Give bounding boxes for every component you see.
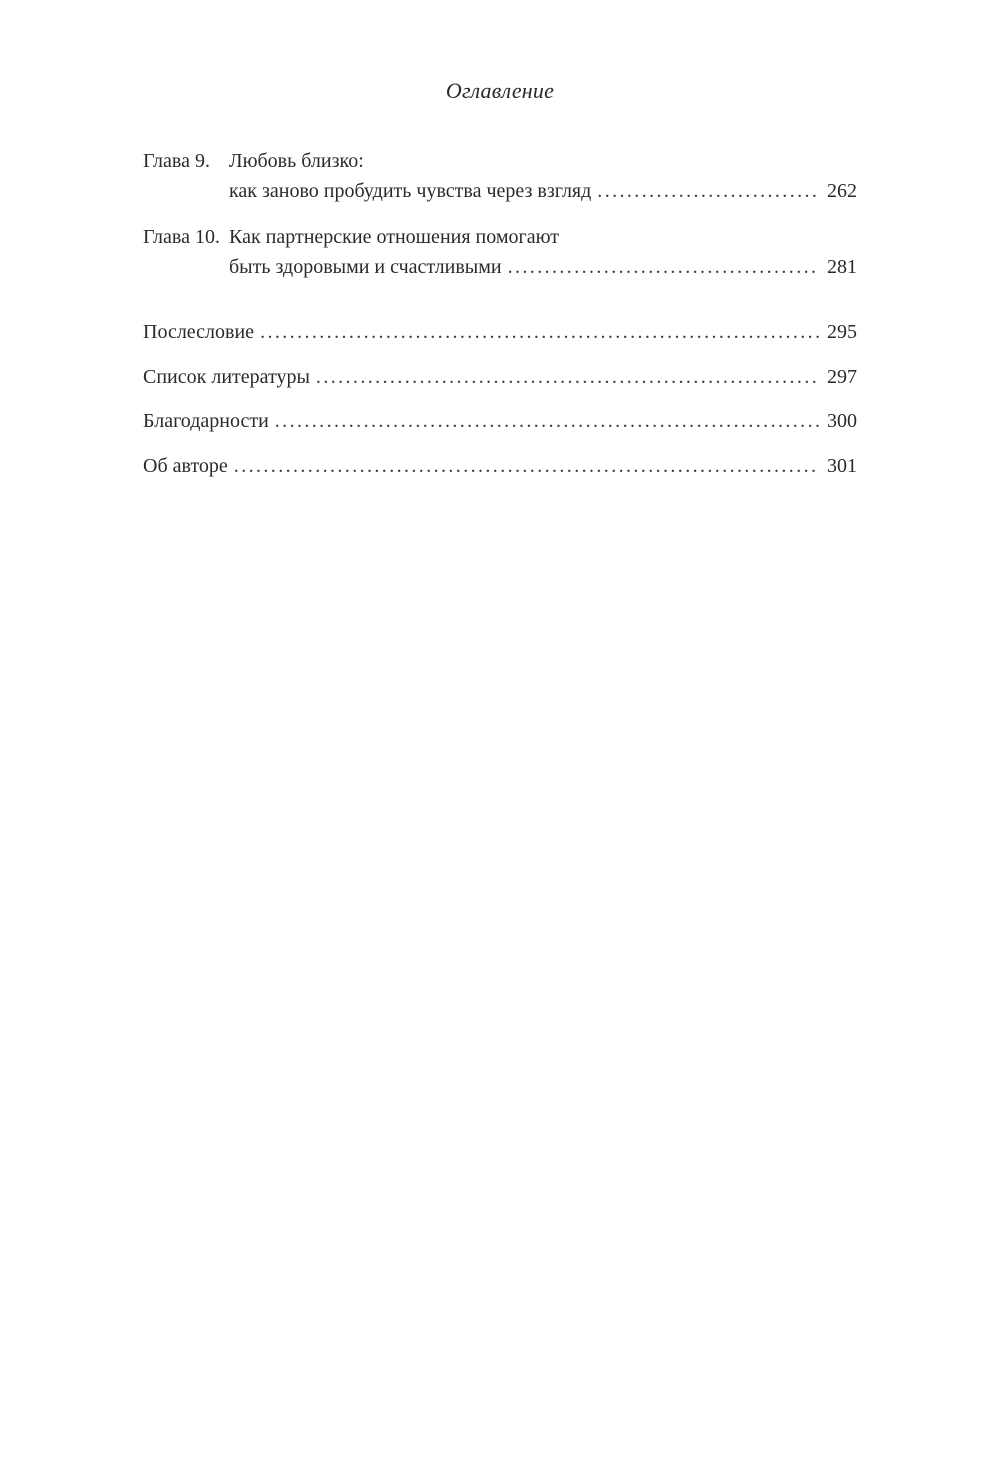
chapter-title-line2: быть здоровыми и счастливыми <box>229 256 502 278</box>
chapter-number: Глава 9. <box>143 150 210 172</box>
dot-leader <box>597 176 819 206</box>
table-of-contents <box>143 146 857 206</box>
dot-leader <box>234 451 819 481</box>
page-number: 297 <box>827 366 857 388</box>
chapter-title-line2-row <box>229 176 857 206</box>
toc-section-references[interactable] <box>143 362 857 392</box>
section-title: Послесловие <box>143 321 255 343</box>
page-number: 301 <box>827 455 857 477</box>
dot-leader <box>508 252 819 282</box>
chapter-number: Глава 10. <box>143 226 220 248</box>
chapter-title-line2-row <box>229 252 857 282</box>
toc-chapter-9[interactable] <box>143 146 857 206</box>
chapter-title-line1: Как партнерские отношения помогают <box>229 226 560 248</box>
dot-leader <box>275 406 819 436</box>
page-number: 281 <box>827 256 857 278</box>
dot-leader <box>316 362 819 392</box>
page-title: Оглавление <box>445 78 555 103</box>
chapter-title-line1: Любовь близко: <box>229 150 364 172</box>
table-of-contents-sections <box>143 317 857 487</box>
table-of-contents-ch10 <box>143 222 857 282</box>
section-title: Благодарности <box>143 410 269 432</box>
toc-section-about-author[interactable] <box>143 451 857 481</box>
chapter-title-line2: как заново пробудить чувства через взгляд <box>229 180 592 202</box>
dot-leader <box>260 317 819 347</box>
section-title: Список литературы <box>143 366 310 388</box>
page-number: 262 <box>827 180 857 202</box>
toc-chapter-10[interactable] <box>143 222 857 282</box>
page-number: 295 <box>827 321 857 343</box>
page-number: 300 <box>827 410 857 432</box>
toc-section-afterword[interactable] <box>143 317 857 347</box>
section-title: Об авторе <box>143 455 228 477</box>
toc-section-acknowledgements[interactable] <box>143 406 857 436</box>
